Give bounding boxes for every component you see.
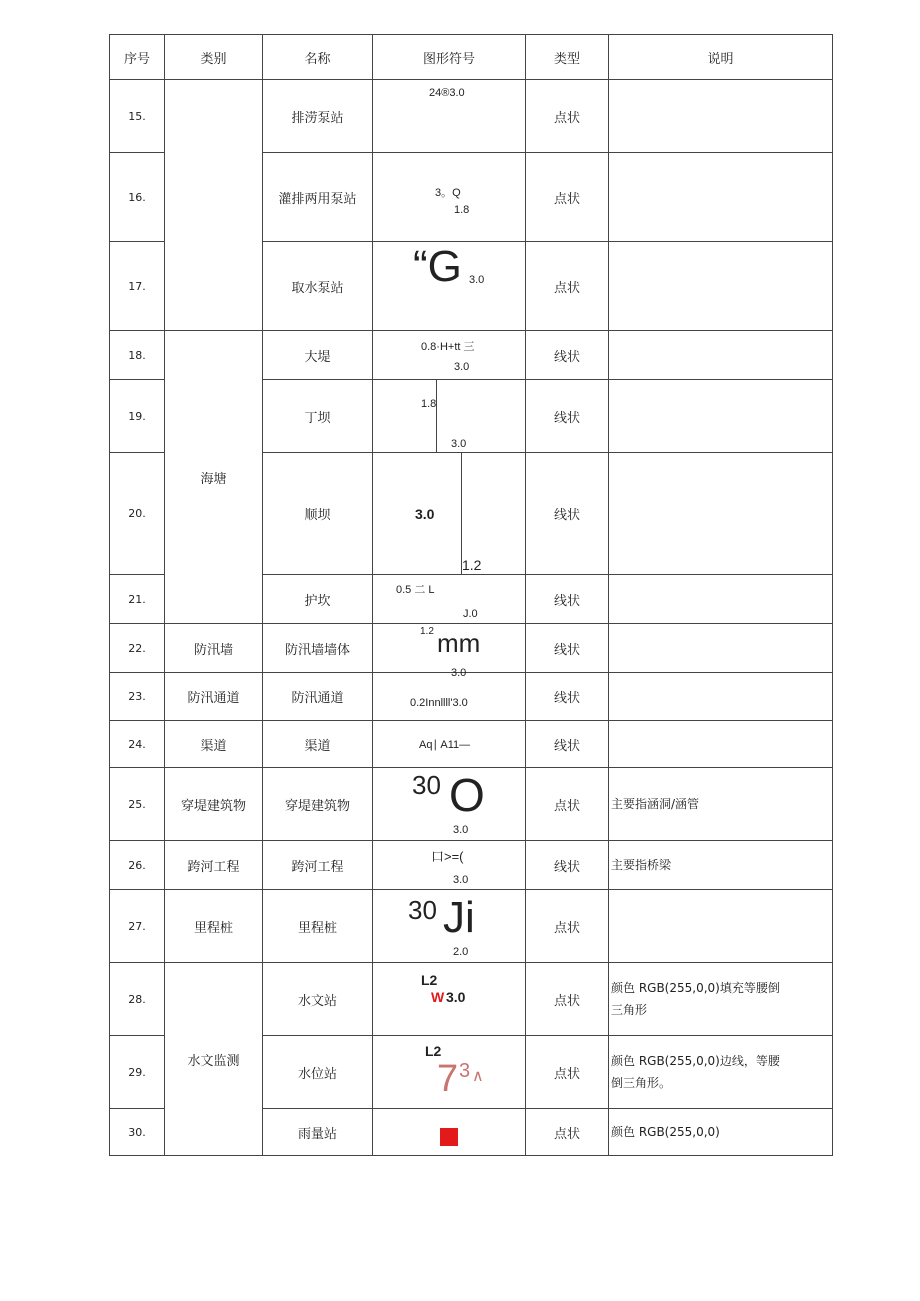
note-line: 三角形 [611,1003,648,1017]
row-note [609,963,833,1036]
triangle-outline-icon: 7 [437,1058,459,1100]
table-row [110,624,833,673]
row-name: 跨河工程 [263,841,373,890]
row-name: 渠道 [263,721,373,768]
row-type: 线状 [526,331,609,380]
row-number: 23. [110,673,165,721]
row-number: 19. [110,380,165,453]
row-name: 防汛通道 [263,673,373,721]
category-cell: 防汛通道 [165,673,263,721]
symbol-cell [373,242,526,331]
symbol-label: 24®3.0 [429,87,465,99]
row-number: 21. [110,575,165,624]
table-row [110,963,833,1036]
row-type: 线状 [526,841,609,890]
symbol-label: 3.0 [451,667,467,679]
symbol-label: 3.0 [453,824,469,836]
row-type: 线状 [526,673,609,721]
row-type: 点状 [526,890,609,963]
category-cell: 里程桩 [165,890,263,963]
row-number: 28. [110,963,165,1036]
symbol-cell [373,890,526,963]
row-name: 大堤 [263,331,373,380]
row-name: 穿堤建筑物 [263,768,373,841]
symbol-cell [373,1036,526,1109]
row-note: 颜色 RGB(255,0,0) [609,1109,833,1156]
row-name: 灌排两用泵站 [263,153,373,242]
row-type: 线状 [526,575,609,624]
row-type: 点状 [526,768,609,841]
row-name: 排涝泵站 [263,80,373,153]
category-cell-empty [165,80,263,331]
row-name: 水文站 [263,963,373,1036]
symbol-label: Aq∣ A11— [419,739,471,751]
row-note [609,380,833,453]
symbol-label: 3.0 [446,989,466,1005]
symbol-cell [373,1109,526,1156]
row-note [609,624,833,673]
row-note [609,80,833,153]
row-number: 29. [110,1036,165,1109]
symbol-label: 口>=( [431,849,464,864]
row-type: 线状 [526,624,609,673]
header-type: 类型 [526,35,609,80]
row-name: 丁坝 [263,380,373,453]
symbol-table [109,34,833,1156]
symbol-label: 30 [412,770,441,800]
row-number: 30. [110,1109,165,1156]
category-cell: 海塘 [165,331,263,624]
row-type: 点状 [526,153,609,242]
row-type: 线状 [526,380,609,453]
symbol-label: J.0 [463,608,478,620]
row-number: 25. [110,768,165,841]
row-type: 线状 [526,453,609,575]
symbol-label: L2 [425,1043,442,1059]
symbol-glyph: mm [437,628,481,658]
symbol-label: 30 [408,895,437,925]
row-note [609,673,833,721]
header-note: 说明 [609,35,833,80]
symbol-label: 1.2 [420,626,434,637]
row-note [609,153,833,242]
symbol-cell [373,768,526,841]
category-cell: 穿堤建筑物 [165,768,263,841]
header-symbol: 图形符号 [373,35,526,80]
row-name: 防汛墙墙体 [263,624,373,673]
row-number: 22. [110,624,165,673]
red-square-icon [440,1128,458,1146]
symbol-glyph: “G [413,242,462,291]
row-type: 点状 [526,1109,609,1156]
symbol-label: 3.0 [415,506,435,522]
symbol-label: 3.0 [453,874,469,886]
table-row [110,80,833,153]
symbol-cell [373,963,526,1036]
row-name: 水位站 [263,1036,373,1109]
row-number: 27. [110,890,165,963]
table-row [110,331,833,380]
row-type: 点状 [526,242,609,331]
category-cell: 跨河工程 [165,841,263,890]
row-number: 26. [110,841,165,890]
symbol-cell [373,380,526,453]
symbol-label: 1.8 [421,398,437,410]
symbol-glyph: O [449,769,485,821]
row-type: 点状 [526,963,609,1036]
symbol-cell [373,575,526,624]
symbol-label: 0.2Innllll'3.0 [410,697,468,709]
row-name: 护坎 [263,575,373,624]
table-row [110,673,833,721]
symbol-label: 1.8 [454,204,470,216]
symbol-label: 1.2 [462,557,482,573]
note-line: 颜色 RGB(255,0,0)填充等腰倒 [611,981,780,995]
row-note [609,331,833,380]
category-cell: 渠道 [165,721,263,768]
row-number: 16. [110,153,165,242]
symbol-label: 2.0 [453,946,469,958]
symbol-cell [373,453,526,575]
symbol-cell [373,673,526,721]
row-name: 顺坝 [263,453,373,575]
symbol-label: 3.0 [469,274,485,286]
row-number: 24. [110,721,165,768]
symbol-label: 3.0 [451,438,467,450]
category-cell: 防汛墙 [165,624,263,673]
row-note [609,575,833,624]
table-row [110,768,833,841]
red-triangle-icon: W [431,989,445,1005]
symbol-cell [373,721,526,768]
row-note: 主要指涵洞/涵管 [609,768,833,841]
row-type: 点状 [526,80,609,153]
symbol-cell [373,624,526,679]
row-note [609,453,833,575]
symbol-label: 3.0 [454,361,470,373]
row-number: 15. [110,80,165,153]
row-note [609,721,833,768]
header-row [110,35,833,80]
note-line: 颜色 RGB(255,0,0)边线，等腰 [611,1054,780,1068]
symbol-label: 0.5 二 L [396,584,435,596]
symbol-cell [373,153,526,242]
row-note [609,1036,833,1109]
row-type: 线状 [526,721,609,768]
category-cell: 水文监测 [165,963,263,1156]
table-row [110,721,833,768]
row-note: 主要指桥梁 [609,841,833,890]
symbol-cell [373,331,526,380]
row-number: 17. [110,242,165,331]
symbol-glyph: Ji [443,893,475,942]
row-note [609,242,833,331]
symbol-label: 0.8·H+tt 三 [421,341,475,353]
symbol-label: 3。Q [435,187,461,199]
symbol-label: L2 [421,972,438,988]
header-name: 名称 [263,35,373,80]
symbol-cell [373,841,526,890]
row-name: 雨量站 [263,1109,373,1156]
header-category: 类别 [165,35,263,80]
symbol-label: ∧ [472,1068,484,1085]
table-row [110,890,833,963]
symbol-line [436,380,437,453]
header-no: 序号 [110,35,165,80]
row-note [609,890,833,963]
row-number: 20. [110,453,165,575]
note-line: 倒三角形。 [611,1076,672,1090]
row-name: 里程桩 [263,890,373,963]
row-type: 点状 [526,1036,609,1109]
symbol-cell [373,80,526,153]
row-number: 18. [110,331,165,380]
table-row [110,841,833,890]
symbol-label: 3 [459,1060,471,1082]
row-name: 取水泵站 [263,242,373,331]
